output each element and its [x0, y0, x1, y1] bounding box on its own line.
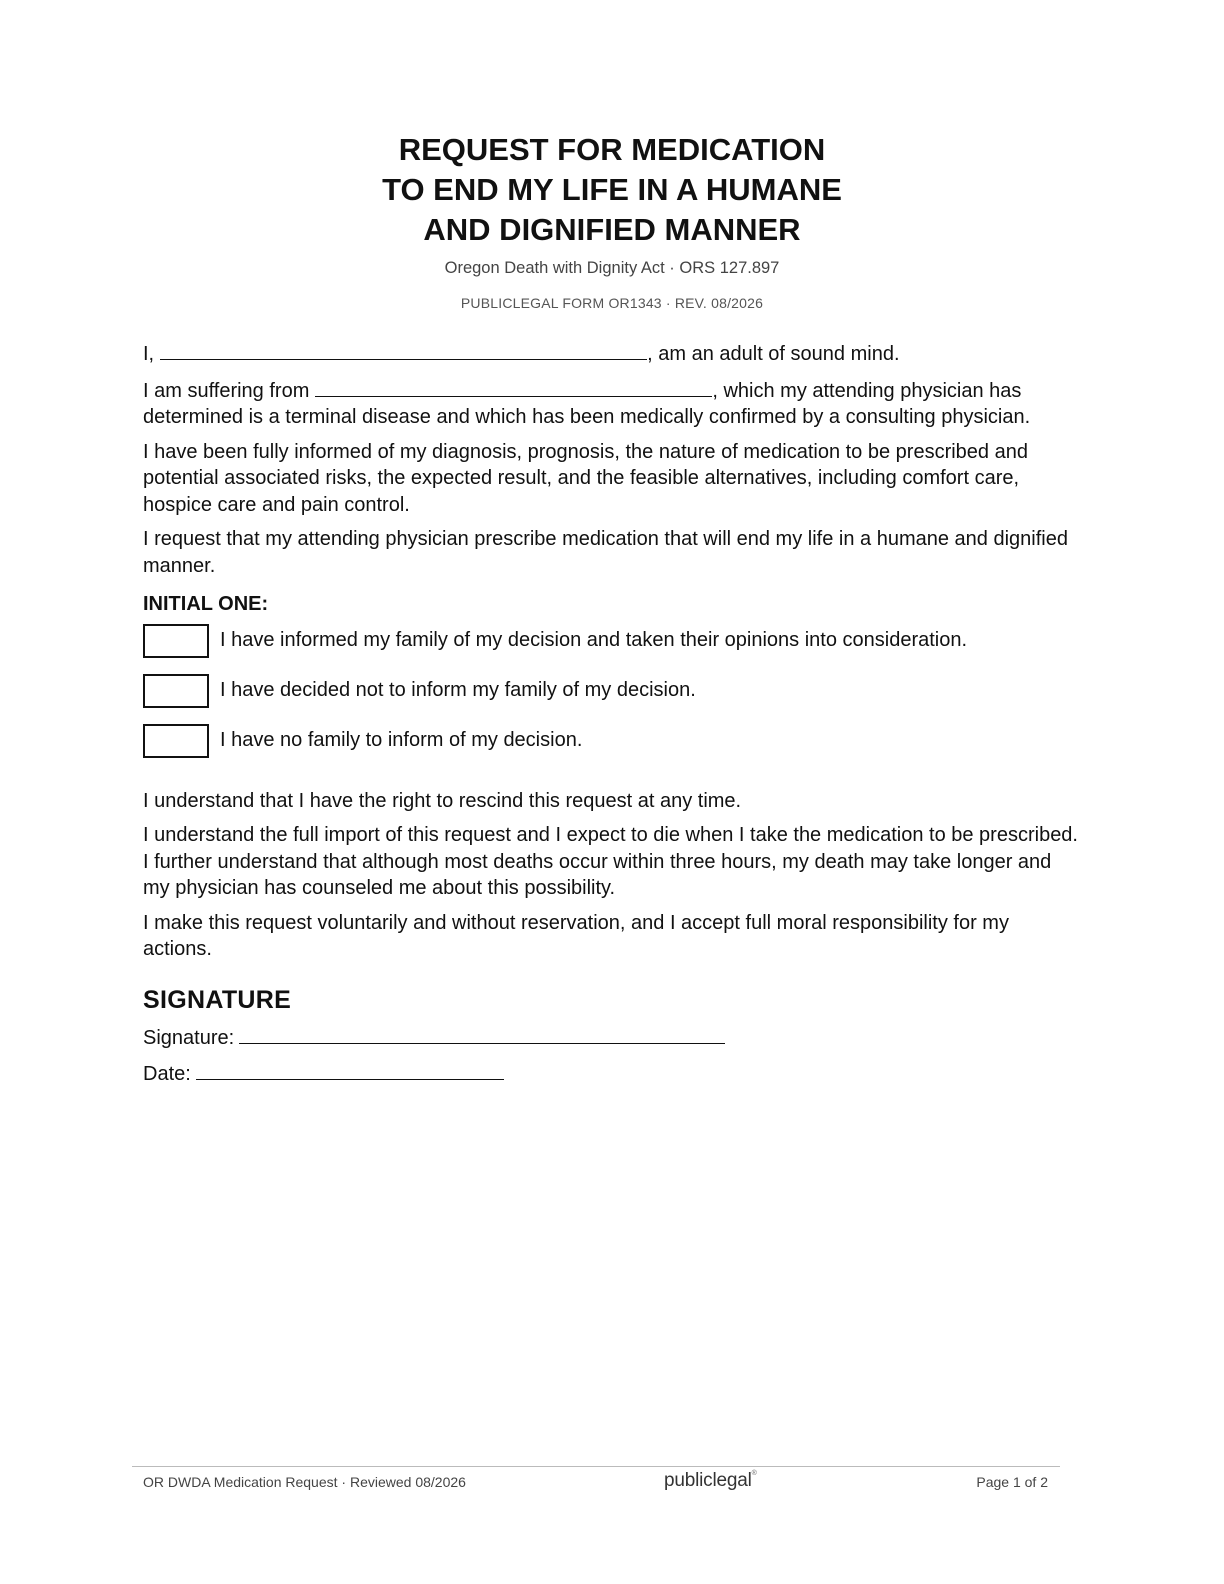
form-body	[143, 339, 1078, 1094]
publiclegal-logo	[664, 1470, 757, 1492]
initial-option-label: I have decided not to inform my family of my decision.	[220, 679, 696, 702]
signature-heading: SIGNATURE	[143, 985, 292, 1014]
footer-form-info: OR DWDA Medication Request · Reviewed 08/2026	[143, 1474, 466, 1490]
suffering-statement	[143, 376, 1078, 431]
title-line: TO END MY LIFE IN A HUMANE	[382, 172, 842, 207]
initial-box[interactable]	[143, 674, 209, 708]
initial-option-label: I have no family to inform of my decision.	[220, 729, 583, 752]
statute-subtitle: Oregon Death with Dignity Act · ORS 127.897	[444, 259, 780, 277]
date-field[interactable]	[196, 1059, 504, 1080]
signature-field[interactable]	[239, 1023, 725, 1044]
page-number: Page 1 of 2	[976, 1474, 1048, 1490]
footer-divider	[132, 1466, 1060, 1467]
request-paragraph: I request that my attending physician prescribe medication that will end my life in a humane and dignified manner.	[143, 528, 1068, 577]
import-paragraph: I understand the full import of this request and I expect to die when I take the medication to be prescribed. I further understand that although most deaths occur within three hours, my death may take longer and my physician has counseled me about this possibility.	[143, 824, 1078, 899]
name-suffix: , am an adult of sound mind.	[647, 343, 900, 365]
initial-box[interactable]	[143, 724, 209, 758]
document-title	[0, 130, 1224, 250]
initial-option	[143, 622, 1078, 660]
signature-row	[143, 1023, 1078, 1052]
initial-options	[143, 622, 1078, 760]
date-label: Date:	[143, 1062, 191, 1085]
date-row	[143, 1059, 1078, 1088]
initial-box[interactable]	[143, 624, 209, 658]
title-line: REQUEST FOR MEDICATION	[398, 132, 826, 167]
disease-field[interactable]	[315, 376, 712, 397]
initial-option	[143, 672, 1078, 710]
name-field[interactable]	[160, 339, 647, 360]
initial-option-label: I have informed my family of my decision and taken their opinions into consideration.	[220, 629, 968, 652]
registered-mark: ®	[751, 1470, 757, 1477]
signature-label: Signature:	[143, 1027, 235, 1049]
suffering-prefix: I am suffering from	[143, 379, 310, 402]
title-line: AND DIGNIFIED MANNER	[423, 212, 801, 247]
logo-text: publiclegal	[664, 1470, 752, 1491]
name-statement	[143, 339, 1078, 368]
rescind-paragraph: I understand that I have the right to rescind this request at any time.	[143, 789, 742, 812]
initial-one-heading: INITIAL ONE:	[143, 593, 269, 615]
suffering-suffix: , which my attending physician has determined is a terminal disease and which has been medically confirmed by a consulting physician.	[143, 379, 1031, 428]
informed-paragraph: I have been fully informed of my diagnosis, prognosis, the nature of medication to be prescribed and potential associated risks, the expected result, and the feasible alternatives, including comfort care, hospice care and pain control.	[143, 440, 1028, 516]
form-number: PUBLICLEGAL FORM OR1343 · REV. 08/2026	[460, 295, 764, 311]
voluntary-paragraph: I make this request voluntarily and without reservation, and I accept full moral responsibility for my actions.	[143, 911, 1009, 960]
name-prefix: I,	[143, 343, 155, 365]
initial-option	[143, 722, 1078, 760]
